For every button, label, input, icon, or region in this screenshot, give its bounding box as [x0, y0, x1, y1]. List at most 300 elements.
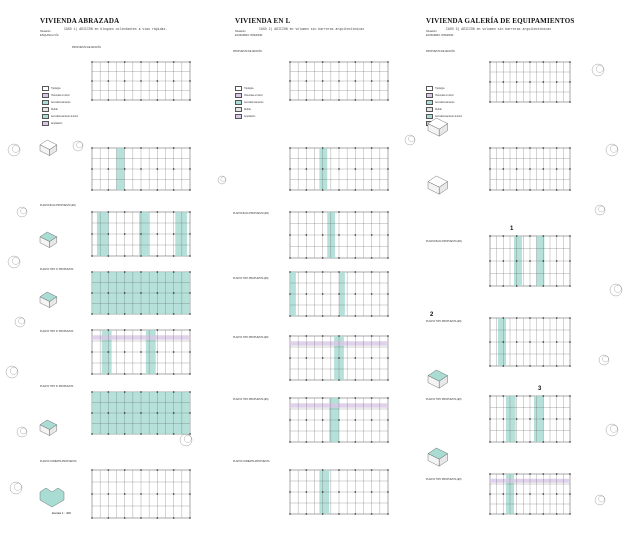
situation-value: EN BARRIO INTERIOR	[426, 34, 454, 37]
plan-column	[371, 397, 372, 398]
plan-column	[108, 433, 109, 434]
plan-column	[371, 61, 372, 62]
plan-column	[157, 255, 158, 256]
plan-column	[108, 80, 109, 81]
plan-column	[489, 61, 490, 62]
plan-column	[173, 61, 174, 62]
plan-column	[556, 341, 557, 342]
plan-column	[516, 147, 517, 148]
tree-symbol	[614, 285, 621, 292]
plan-column	[338, 211, 339, 212]
plan-column	[140, 80, 141, 81]
plan-column	[529, 395, 530, 396]
plan-column	[322, 441, 323, 442]
plan-column	[124, 469, 125, 470]
plan-column	[516, 473, 517, 474]
plan-column	[173, 373, 174, 374]
plan-column	[91, 147, 92, 148]
plan-column	[189, 233, 190, 234]
proposal-label: PROPUESTA DE ADICIÓN	[233, 50, 262, 53]
plan-column	[516, 317, 517, 318]
plan-column	[306, 441, 307, 442]
plan-column	[91, 189, 92, 190]
plan-column	[322, 315, 323, 316]
plan-column	[91, 80, 92, 81]
plan-column	[543, 260, 544, 261]
plan-column	[124, 373, 125, 374]
plan-column	[289, 257, 290, 258]
plan-column	[124, 412, 125, 413]
plan-column	[556, 81, 557, 82]
plan-column	[489, 317, 490, 318]
plan-column	[289, 271, 290, 272]
plan-column	[289, 357, 290, 358]
plan-column	[306, 61, 307, 62]
plan-column	[108, 329, 109, 330]
plan-column	[91, 271, 92, 272]
plan-column	[124, 211, 125, 212]
plan-column	[91, 469, 92, 470]
plan-column	[108, 168, 109, 169]
plan-column	[503, 493, 504, 494]
plan-column	[124, 61, 125, 62]
floor-marker: 2	[430, 312, 434, 318]
plan-column	[91, 391, 92, 392]
plan-column	[387, 513, 388, 514]
plan-column	[371, 335, 372, 336]
situation-label: Situación	[40, 30, 51, 33]
plan-column	[289, 61, 290, 62]
legend-item: Acondicionamiento	[42, 100, 70, 105]
plan-column	[91, 233, 92, 234]
proposal-label: PROPUESTA DE ADICIÓN	[426, 50, 455, 53]
plan-column	[289, 80, 290, 81]
plan-column	[543, 418, 544, 419]
plan-column	[503, 341, 504, 342]
plan-column	[556, 473, 557, 474]
plan-column	[173, 351, 174, 352]
plan-column	[140, 168, 141, 169]
plan-column	[503, 101, 504, 102]
plan-column	[91, 373, 92, 374]
plan-column	[516, 365, 517, 366]
legend-item: Acondicionamiento Interior	[426, 114, 462, 119]
plan-column	[529, 513, 530, 514]
legend-item: Tipología	[42, 86, 60, 91]
plan-column	[569, 61, 570, 62]
plan-column	[140, 233, 141, 234]
plan-column	[140, 211, 141, 212]
plan-column	[124, 313, 125, 314]
plan-column	[569, 473, 570, 474]
plan-column	[289, 211, 290, 212]
plan-column	[338, 61, 339, 62]
plan-column	[387, 234, 388, 235]
legend-item: Viviendas a Incluir	[235, 93, 263, 98]
plan-column	[173, 292, 174, 293]
plan-column	[189, 211, 190, 212]
plan-column	[173, 147, 174, 148]
plan-column	[371, 147, 372, 148]
plan-column	[322, 99, 323, 100]
plan-column	[108, 147, 109, 148]
legend-item: Tipología	[235, 86, 253, 91]
plan-column	[503, 418, 504, 419]
plan-column	[569, 285, 570, 286]
plan-column	[543, 189, 544, 190]
plan-column	[543, 341, 544, 342]
plan-column	[306, 379, 307, 380]
plan-column	[556, 260, 557, 261]
plan-column	[338, 315, 339, 316]
plan-column	[173, 189, 174, 190]
plan-column	[91, 211, 92, 212]
plan-column	[355, 168, 356, 169]
plan-column	[355, 491, 356, 492]
plan-column	[556, 61, 557, 62]
plan-column	[569, 168, 570, 169]
section-label: PLANTA TIPO PROPUESTA (E5)	[426, 320, 462, 323]
plan-column	[355, 293, 356, 294]
legend-item: Viviendas a Incluir	[42, 93, 70, 98]
plan-column	[108, 517, 109, 518]
plan-column	[503, 395, 504, 396]
plan-column	[322, 211, 323, 212]
legend-item: Ampliación	[42, 121, 62, 126]
plan-column	[140, 517, 141, 518]
plan-column	[387, 271, 388, 272]
column-title: VIVIENDA ABRAZADA	[40, 17, 120, 25]
plan-column	[569, 101, 570, 102]
floor-marker: 3	[538, 386, 542, 392]
plan-column	[289, 379, 290, 380]
plan-column	[503, 317, 504, 318]
plan-column	[124, 351, 125, 352]
scale-label: Escala 1 : 400	[52, 511, 72, 515]
plan-column	[338, 397, 339, 398]
plan-column	[569, 260, 570, 261]
plan-column	[543, 168, 544, 169]
plan-column	[529, 317, 530, 318]
plan-column	[108, 493, 109, 494]
plan-column	[140, 351, 141, 352]
plan-column	[543, 81, 544, 82]
plan-column	[108, 351, 109, 352]
plan-column	[489, 395, 490, 396]
plan-column	[157, 271, 158, 272]
plan-column	[529, 168, 530, 169]
plan-column	[489, 189, 490, 190]
plan-column	[189, 61, 190, 62]
plan-column	[338, 469, 339, 470]
plan-column	[569, 513, 570, 514]
plan-column	[173, 211, 174, 212]
plan-column	[157, 391, 158, 392]
plan-column	[173, 255, 174, 256]
plan-column	[157, 61, 158, 62]
plan-column	[529, 365, 530, 366]
plan-column	[289, 99, 290, 100]
plan-column	[108, 61, 109, 62]
plan-column	[108, 292, 109, 293]
plan-column	[173, 271, 174, 272]
plan-column	[338, 271, 339, 272]
plan-column	[489, 341, 490, 342]
plan-column	[306, 335, 307, 336]
plan-column	[91, 255, 92, 256]
plan-column	[556, 365, 557, 366]
plan-column	[306, 211, 307, 212]
plan-column	[157, 313, 158, 314]
plan-column	[355, 99, 356, 100]
plan-column	[338, 189, 339, 190]
plan-column	[338, 168, 339, 169]
plan-column	[387, 397, 388, 398]
situation-value: EN BARRIO INTERIOR	[235, 34, 263, 37]
plan-column	[489, 493, 490, 494]
plan-column	[157, 517, 158, 518]
plan-column	[543, 147, 544, 148]
plan-column	[306, 357, 307, 358]
plan-column	[140, 292, 141, 293]
plan-column	[387, 315, 388, 316]
plan-column	[355, 357, 356, 358]
plan-column	[387, 491, 388, 492]
plan-column	[569, 317, 570, 318]
plan-column	[503, 168, 504, 169]
plan-column	[355, 271, 356, 272]
plan-column	[338, 80, 339, 81]
plan-column	[189, 255, 190, 256]
section-label: PLANTA BAJA PROPUESTA (E5)	[40, 204, 76, 207]
plan-column	[387, 293, 388, 294]
plan-column	[355, 513, 356, 514]
plan-column	[173, 99, 174, 100]
plan-column	[387, 168, 388, 169]
plan-column	[157, 412, 158, 413]
tree-symbol	[596, 65, 603, 72]
plan-column	[108, 373, 109, 374]
plan-column	[91, 61, 92, 62]
plan-column	[306, 397, 307, 398]
plan-column	[91, 329, 92, 330]
plan-column	[108, 412, 109, 413]
plan-column	[503, 81, 504, 82]
plan-column	[189, 80, 190, 81]
tree-symbol	[603, 356, 609, 362]
plan-column	[489, 260, 490, 261]
plan-column	[338, 357, 339, 358]
section-label: PLANTA TIPO PROPUESTA (E5)	[426, 398, 462, 401]
plan-column	[371, 441, 372, 442]
plan-column	[355, 147, 356, 148]
plan-column	[289, 469, 290, 470]
plan-column	[543, 285, 544, 286]
situation-value: ESQUINA A VÍA	[40, 34, 59, 37]
plan-column	[569, 441, 570, 442]
plan-column	[306, 469, 307, 470]
plan-column	[173, 80, 174, 81]
plan-column	[306, 80, 307, 81]
plan-column	[355, 315, 356, 316]
plan-column	[355, 80, 356, 81]
situation-label: Situación	[235, 30, 246, 33]
plan-column	[306, 168, 307, 169]
plan-column	[529, 235, 530, 236]
plan-column	[355, 61, 356, 62]
plan-column	[516, 285, 517, 286]
plan-column	[91, 433, 92, 434]
plan-column	[529, 260, 530, 261]
legend-item: Viviendas a Incluir	[426, 93, 454, 98]
plan-column	[322, 61, 323, 62]
plan-column	[322, 80, 323, 81]
plan-column	[140, 493, 141, 494]
plan-column	[124, 271, 125, 272]
plan-column	[529, 101, 530, 102]
plan-column	[124, 80, 125, 81]
plan-column	[140, 313, 141, 314]
plan-column	[387, 61, 388, 62]
plan-column	[189, 292, 190, 293]
plan-column	[371, 211, 372, 212]
plan-column	[569, 365, 570, 366]
plan-column	[157, 233, 158, 234]
column-title: VIVIENDA GALERÍA DE EQUIPAMIENTOS	[426, 17, 575, 25]
plan-column	[338, 513, 339, 514]
plan-column	[189, 493, 190, 494]
plan-column	[543, 493, 544, 494]
plan-column	[503, 441, 504, 442]
plan-column	[543, 395, 544, 396]
legend-item: Ampliación	[235, 114, 255, 119]
proposal-label: PROPUESTA DE ADICIÓN	[72, 46, 101, 49]
plan-column	[306, 491, 307, 492]
section-label: PLANTA BAJA PROPUESTA (E5)	[426, 240, 462, 243]
plan-column	[322, 379, 323, 380]
plan-column	[173, 313, 174, 314]
section-label: PLANTA CUBIERTA PROPUESTA	[40, 460, 77, 463]
section-label: PLANTA TIPO 3ª PROPUESTA	[40, 385, 74, 388]
plan-column	[322, 147, 323, 148]
plan-column	[157, 351, 158, 352]
iso-roof	[40, 488, 64, 507]
plan-column	[322, 293, 323, 294]
plan-column	[157, 99, 158, 100]
plan-column	[556, 235, 557, 236]
plan-column	[543, 513, 544, 514]
plan-column	[387, 99, 388, 100]
plan-column	[322, 397, 323, 398]
plan-column	[503, 147, 504, 148]
plan-column	[189, 412, 190, 413]
plan-column	[355, 234, 356, 235]
plan-column	[543, 473, 544, 474]
column-subtitle: CASO 2) ADICIÓN en volumen sin barreras arquitectónicas	[259, 27, 365, 31]
plan-column	[529, 418, 530, 419]
plan-column	[338, 257, 339, 258]
plan-column	[322, 168, 323, 169]
plan-column	[189, 313, 190, 314]
plan-column	[91, 493, 92, 494]
plan-column	[556, 285, 557, 286]
legend-item: Rehab.	[426, 107, 442, 112]
plan-column	[516, 418, 517, 419]
section-label: PLANTA TIPO PROPUESTA (E5)	[233, 277, 269, 280]
plan-column	[387, 147, 388, 148]
plan-column	[91, 351, 92, 352]
plan-column	[322, 469, 323, 470]
plan-column	[529, 189, 530, 190]
legend-item: Rehab.	[235, 107, 251, 112]
plan-column	[108, 189, 109, 190]
plan-column	[91, 412, 92, 413]
plan-column	[516, 189, 517, 190]
section-label: PLANTA CUBIERTA PROPUESTA	[233, 460, 270, 463]
plan-column	[306, 315, 307, 316]
plan-column	[489, 168, 490, 169]
plan-column	[173, 168, 174, 169]
plan-column	[157, 493, 158, 494]
plan-column	[189, 147, 190, 148]
legend-item: Acondicionamiento Interior	[42, 114, 78, 119]
tree-symbol	[599, 206, 605, 212]
plan-column	[489, 365, 490, 366]
plan-column	[189, 351, 190, 352]
plan-column	[322, 271, 323, 272]
plan-column	[355, 257, 356, 258]
plan-column	[124, 233, 125, 234]
plan-column	[306, 147, 307, 148]
plan-column	[189, 189, 190, 190]
plan-column	[556, 513, 557, 514]
plan-column	[173, 391, 174, 392]
plan-column	[371, 234, 372, 235]
plan-column	[140, 329, 141, 330]
tree-symbol	[12, 257, 19, 264]
plan-column	[189, 469, 190, 470]
plan-column	[489, 147, 490, 148]
plan-column	[189, 329, 190, 330]
plan-column	[289, 189, 290, 190]
plan-column	[173, 412, 174, 413]
plan-column	[355, 189, 356, 190]
plan-column	[157, 168, 158, 169]
plan-column	[140, 99, 141, 100]
plan-column	[189, 391, 190, 392]
plan-column	[489, 235, 490, 236]
plan-column	[569, 341, 570, 342]
plan-column	[157, 292, 158, 293]
plan-column	[529, 473, 530, 474]
plan-column	[338, 293, 339, 294]
plan-column	[124, 433, 125, 434]
situation-label: Situación	[426, 30, 437, 33]
plan-column	[91, 292, 92, 293]
tree-symbol	[409, 136, 415, 142]
plan-column	[157, 189, 158, 190]
plan-column	[322, 234, 323, 235]
plan-column	[157, 211, 158, 212]
plan-column	[529, 81, 530, 82]
plan-column	[140, 147, 141, 148]
plan-column	[322, 189, 323, 190]
tree-symbol	[21, 428, 27, 434]
column-title: VIVIENDA EN L	[235, 17, 291, 25]
plan-column	[108, 211, 109, 212]
plan-column	[503, 61, 504, 62]
plan-column	[173, 433, 174, 434]
